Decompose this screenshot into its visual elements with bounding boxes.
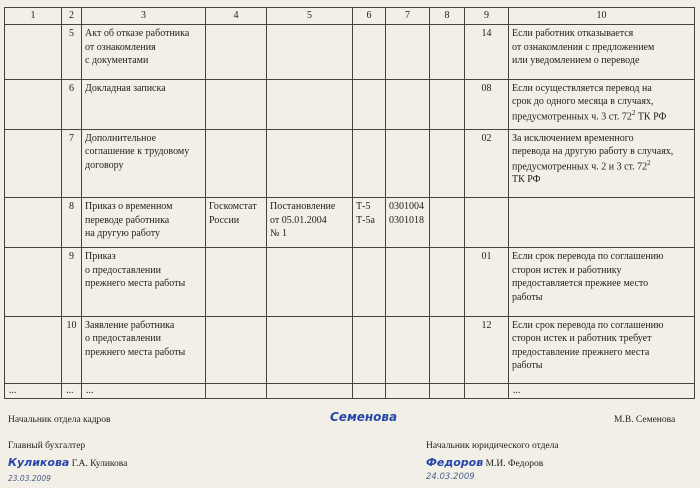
form-code: Т-5 Т-5а — [353, 198, 386, 248]
code: 01 — [465, 248, 509, 316]
resolution: Постановление от 05.01.2004 № 1 — [267, 198, 353, 248]
approved-by: Госкомстат России — [206, 198, 267, 248]
legal-date: 24.03.2009 — [426, 472, 475, 482]
note: Если работник отказывается от ознакомления с предложением или уведомлением о переводе — [509, 25, 695, 79]
col-header: 6 — [353, 8, 386, 25]
hr-name: М.В. Семенова — [614, 415, 676, 425]
ellipsis-row — [5, 384, 695, 399]
legal-name: М.И. Федоров — [485, 459, 544, 469]
document-name: Акт об отказе работника от ознакомления с документами — [82, 25, 206, 79]
accountant-title: Главный бухгалтер — [8, 441, 86, 451]
accountant-signature: Куликова — [8, 456, 70, 469]
note: Если осуществляется перевод на срок до одного месяца в случаях, предусмотренных ч. 3 ст. $72^2$ ТК РФ — [509, 79, 695, 129]
code — [465, 198, 509, 248]
ellipsis: ... — [509, 384, 695, 399]
ellipsis: ... — [5, 384, 62, 399]
col-header: 9 — [465, 8, 509, 25]
note: Если срок перевода по соглашению сторон истек и работник требует предоставление прежнего места работы — [509, 316, 695, 383]
note: Если срок перевода по соглашению сторон истек и работнику предоставляется прежнее место работы — [509, 248, 695, 316]
legal-title: Начальник юридического отдела — [426, 441, 559, 451]
col-header: 4 — [206, 8, 267, 25]
code: 12 — [465, 316, 509, 383]
col-header: 5 — [267, 8, 353, 25]
row-number: 10 — [62, 316, 82, 383]
ellipsis: ... — [82, 384, 206, 399]
document-name: Дополнительное соглашение к трудовому договору — [82, 129, 206, 197]
legal-signature: Федоров — [426, 456, 484, 469]
col-header: 8 — [430, 8, 465, 25]
note — [509, 198, 695, 248]
row-number: 6 — [62, 79, 82, 129]
row-number: 7 — [62, 129, 82, 197]
document-name: Заявление работника о предоставлении прежнего места работы — [82, 316, 206, 383]
row-number: 5 — [62, 25, 82, 79]
code: 02 — [465, 129, 509, 197]
code: 08 — [465, 79, 509, 129]
hr-signature: Семенова — [330, 410, 398, 424]
table-row — [5, 248, 695, 316]
document-name: Докладная записка — [82, 79, 206, 129]
accountant-name: Г.А. Куликова — [71, 459, 128, 469]
table-row — [5, 316, 695, 383]
table-row — [5, 79, 695, 129]
document-name: Приказ о временном переводе работника на другую работу — [82, 198, 206, 248]
table-row — [5, 129, 695, 197]
row-number: 9 — [62, 248, 82, 316]
documents-table — [4, 7, 695, 399]
col-header: 10 — [509, 8, 695, 25]
document-name: Приказ о предоставлении прежнего места работы — [82, 248, 206, 316]
ellipsis: ... — [62, 384, 82, 399]
hr-title: Начальник отдела кадров — [8, 415, 111, 425]
row-number: 8 — [62, 198, 82, 248]
col-header: 3 — [82, 8, 206, 25]
note: За исключением временного перевода на другую работу в случаях, предусмотренных ч. 2 и 3 ст. $72^2$ ТК РФ — [509, 129, 695, 197]
code: 14 — [465, 25, 509, 79]
table-row — [5, 198, 695, 248]
col-header: 7 — [386, 8, 430, 25]
okud-code: 0301004 0301018 — [386, 198, 430, 248]
header-row — [5, 8, 695, 25]
table-row — [5, 25, 695, 79]
col-header: 1 — [5, 8, 62, 25]
accountant-date: 23.03.2009 — [8, 474, 51, 483]
col-header: 2 — [62, 8, 82, 25]
